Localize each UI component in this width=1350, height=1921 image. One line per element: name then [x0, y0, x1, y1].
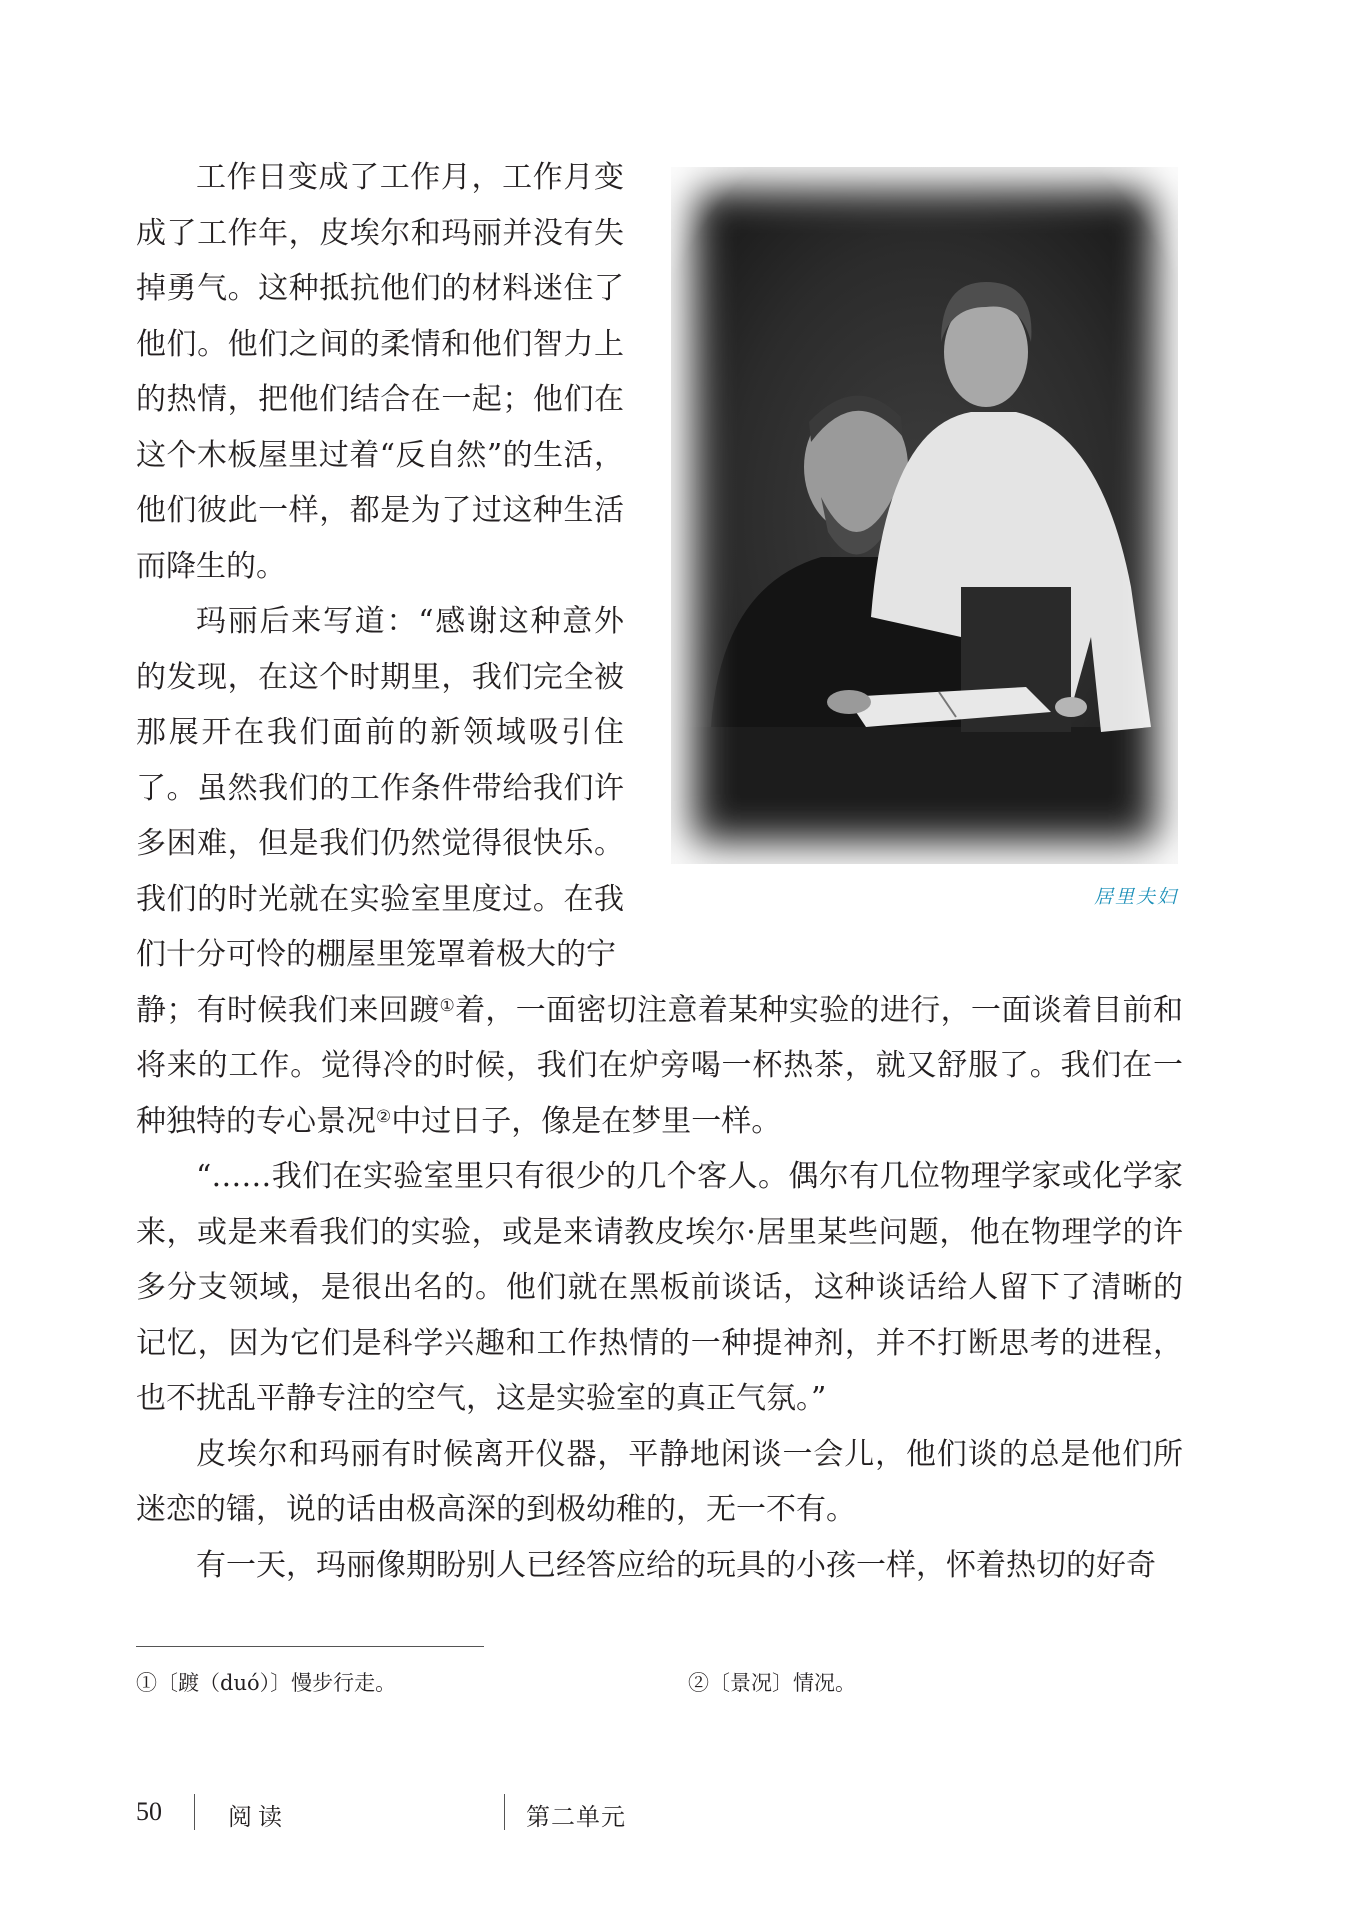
footnote-2: ②〔景况〕情况。 — [688, 1671, 856, 1695]
photo-caption: 居里夫妇 — [1093, 886, 1178, 908]
curie-couple-photo — [671, 167, 1178, 864]
footnote-1: ①〔踱（duó）〕慢步行走。 — [136, 1671, 397, 1695]
footnote-divider — [136, 1646, 484, 1647]
footer-separator — [194, 1794, 195, 1830]
footer-unit-label: 第二单元 — [526, 1803, 626, 1831]
continuation-text-2: 着，一面密切注意着某种实验的进行，一面谈着目前和将来的工作。觉得冷的时候，我们在炉旁喝一杯热茶，就又舒服了。我们在一种独特的专心景况 — [136, 992, 1184, 1139]
paragraph-3: “……我们在实验室里只有很少的几个客人。偶尔有几位物理学家或化学家来，或是来看我们的实验，或是来请教皮埃尔·居里某些问题，他在物理学的许多分支领域，是很出名的。他们就在黑板前谈话，这种谈话给人留下了清晰的记忆，因为它们是科学兴趣和工作热情的一种提神剂，并不打断思考的进程，也不扰乱平静专注的空气，这是实验室的真正气氛。” — [136, 1159, 1183, 1416]
footer-separator — [504, 1794, 505, 1830]
paragraph-2: 玛丽后来写道：“感谢这种意外的发现，在这个时期里，我们完全被那展开在我们面前的新领域吸引住了。虽然我们的工作条件带给我们许多困难，但是我们仍然觉得很快乐。我们的时光就在实验室里度过。在我们十分可怜的棚屋里笼罩着极大的宁 — [136, 604, 624, 972]
page-number: 50 — [136, 1797, 162, 1826]
footer-section-label: 阅读 — [228, 1803, 288, 1831]
footnote-marker-1: ① — [439, 995, 456, 1016]
paragraph-4: 皮埃尔和玛丽有时候离开仪器，平静地闲谈一会儿，他们谈的总是他们所迷恋的镭，说的话由极高深的到极幼稚的，无一不有。 — [136, 1436, 1183, 1527]
footnote-marker-2: ② — [376, 1106, 392, 1127]
continuation-text-3: 中过日子，像是在梦里一样。 — [391, 1103, 782, 1139]
paragraph-5: 有一天，玛丽像期盼别人已经答应给的玩具的小孩一样，怀着热切的好奇 — [196, 1547, 1156, 1583]
continuation-text-1: 静；有时候我们来回踱 — [136, 992, 440, 1028]
paragraph-1: 工作日变成了工作月，工作月变成了工作年，皮埃尔和玛丽并没有失掉勇气。这种抵抗他们的材料迷住了他们。他们之间的柔情和他们智力上的热情，把他们结合在一起；他们在这个木板屋里过着“反自然”的生活，他们彼此一样，都是为了过这种生活而降生的。 — [136, 160, 624, 584]
paragraph-2-continuation — [136, 983, 1183, 1150]
photo-illustration — [671, 167, 1178, 864]
